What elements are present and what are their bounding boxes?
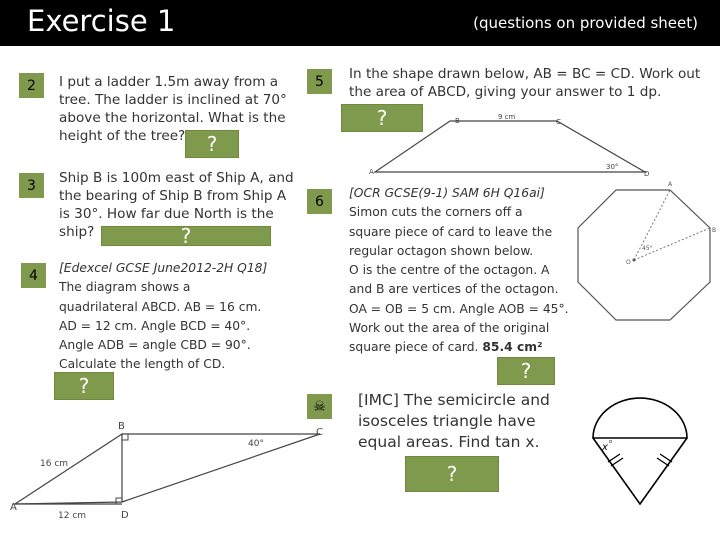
q4-label-angle-c: 40° (248, 439, 264, 449)
question-4-text (59, 259, 299, 375)
q4-line: quadrilateral ABCD. AB = 16 cm. (59, 299, 262, 314)
q3-line: ship? (59, 224, 95, 240)
q6-label-o: O (626, 259, 631, 266)
q4-right-angle-d (116, 498, 122, 504)
q3-line: Ship B is 100m east of Ship A, and (59, 170, 294, 186)
q6-centre-o (633, 259, 636, 262)
q6-source: [OCR GCSE(9-1) SAM 6H Q16ai] (349, 186, 545, 200)
reveal-answer-2-button[interactable]: ? (185, 130, 239, 158)
q7-semicircle (593, 398, 687, 438)
skull-icon: ☠ (313, 398, 326, 415)
q4-line: Angle ADB = angle CBD = 90°. (59, 338, 251, 353)
q7-degree-mark: o (609, 439, 613, 445)
q5-label-c: C (556, 118, 561, 126)
question-number-6: 6 (307, 189, 332, 214)
page-title: Exercise 1 (27, 4, 176, 38)
q4-label-c: C (316, 427, 323, 438)
q6-line: square piece of card. (349, 340, 479, 355)
q4-side-cd (122, 434, 320, 502)
q6-answer: 85.4 cm² (482, 340, 543, 355)
question-number-2: 2 (19, 73, 44, 98)
reveal-answer-6-button[interactable]: ? (497, 357, 555, 385)
q7-label-x: x (602, 442, 608, 453)
question-number-4: 4 (21, 263, 46, 288)
q4-line: The diagram shows a (59, 280, 191, 295)
q5-label-angle: 30° (606, 163, 619, 171)
q6-octagon-diagram (570, 178, 720, 330)
q4-right-angle-b (122, 434, 128, 440)
q4-label-ab: 16 cm (40, 459, 69, 469)
question-7-text (358, 390, 568, 453)
q6-radius-ob (634, 228, 710, 260)
q6-line: Simon cuts the corners off a (349, 205, 523, 220)
page-subtitle: (questions on provided sheet) (473, 14, 698, 32)
q4-quadrilateral-diagram (0, 410, 340, 540)
question-2-text (59, 73, 299, 145)
q4-label-a: A (10, 502, 17, 513)
q7-line: [IMC] The semicircle and (358, 391, 550, 409)
q3-line: the bearing of Ship B from Ship A (59, 188, 287, 204)
q6-line: Work out the area of the original (349, 321, 550, 336)
q6-line: and B are vertices of the octagon. (349, 282, 559, 297)
reveal-answer-5-button[interactable]: ? (341, 104, 423, 132)
q4-label-b: B (118, 421, 125, 432)
q2-line: tree. The ladder is inclined at 70° (59, 92, 287, 108)
reveal-answer-3-button[interactable]: ? (101, 226, 271, 246)
q5-trapezium-diagram (360, 110, 660, 182)
question-6-text (349, 184, 571, 358)
q6-line: OA = OB = 5 cm. Angle AOB = 45°. (349, 301, 569, 316)
q7-line: isosceles triangle have (358, 412, 536, 430)
q5-label-d: D (644, 170, 650, 178)
q4-source: [Edexcel GCSE June2012-2H Q18] (59, 261, 268, 275)
q6-label-a: A (668, 181, 673, 188)
q4-label-ad: 12 cm (58, 511, 87, 521)
reveal-answer-4-button[interactable]: ? (54, 372, 114, 400)
q2-line: above the horizontal. What is the (59, 110, 286, 126)
q2-line: height of the tree? (59, 128, 186, 144)
reveal-answer-7-button[interactable]: ? (405, 456, 499, 492)
question-5-text (349, 65, 709, 101)
question-number-5: 5 (307, 69, 332, 94)
q5-label-a: A (369, 168, 374, 176)
q5-trapezium (375, 121, 645, 172)
q4-line: AD = 12 cm. Angle BCD = 40°. (59, 318, 251, 333)
q7-line: equal areas. Find tan x. (358, 433, 540, 451)
q3-line: is 30°. How far due North is the (59, 206, 274, 222)
q6-label-angle: 45° (642, 245, 653, 252)
question-number-skull (307, 394, 332, 419)
q7-semicircle-triangle-diagram (580, 396, 700, 516)
q5-line: In the shape drawn below, AB = BC = CD. Work out (349, 66, 701, 82)
q4-label-d: D (121, 510, 129, 521)
q6-line: O is the centre of the octagon. A (349, 263, 550, 278)
q4-line: Calculate the length of CD. (59, 357, 226, 372)
q6-label-b: B (712, 227, 717, 234)
q6-line: regular octagon shown below. (349, 243, 534, 258)
q6-octagon (578, 190, 710, 320)
question-number-3: 3 (19, 173, 44, 198)
q5-label-b: B (455, 117, 460, 125)
q5-label-top: 9 cm (498, 113, 516, 121)
q5-line: the area of ABCD, giving your answer to 1 dp. (349, 84, 662, 100)
q4-triangle-abd (15, 434, 122, 504)
q2-line: I put a ladder 1.5m away from a (59, 74, 279, 90)
header-bar (0, 0, 720, 46)
q6-line: square piece of card to leave the (349, 224, 553, 239)
